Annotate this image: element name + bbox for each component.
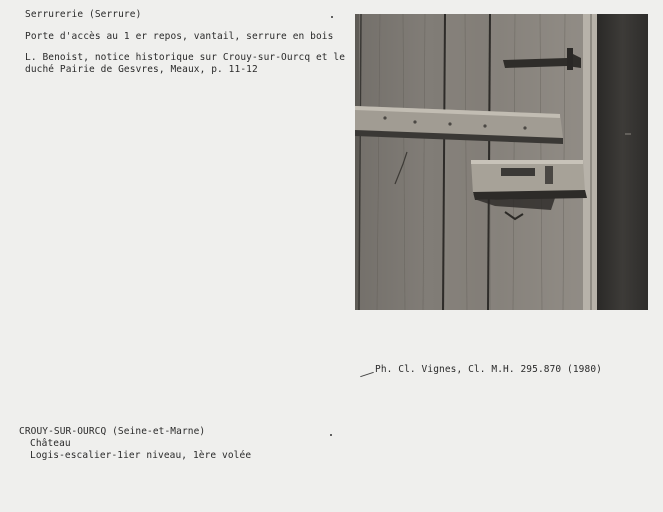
description-text: Porte d'accès au 1 er repos, vantail, serrure en bois [25, 31, 334, 42]
door-photograph [355, 14, 648, 310]
punch-mark [331, 16, 333, 18]
photo-credit: Ph. Cl. Vignes, Cl. M.H. 295.870 (1980) [375, 364, 602, 375]
building-label: Château [30, 438, 71, 449]
punch-mark-lower [330, 434, 332, 436]
subject-heading: Serrurerie (Serrure) [25, 9, 142, 20]
location-heading: CROUY-SUR-OURCQ (Seine-et-Marne) [19, 426, 206, 437]
credit-mark [360, 372, 374, 377]
detail-label: Logis-escalier-1ier niveau, 1ère volée [30, 450, 252, 461]
reference-line-1: L. Benoist, notice historique sur Crouy-sur-Ourcq et le [25, 52, 346, 63]
reference-line-2: duché Pairie de Gesvres, Meaux, p. 11-12 [25, 64, 258, 75]
